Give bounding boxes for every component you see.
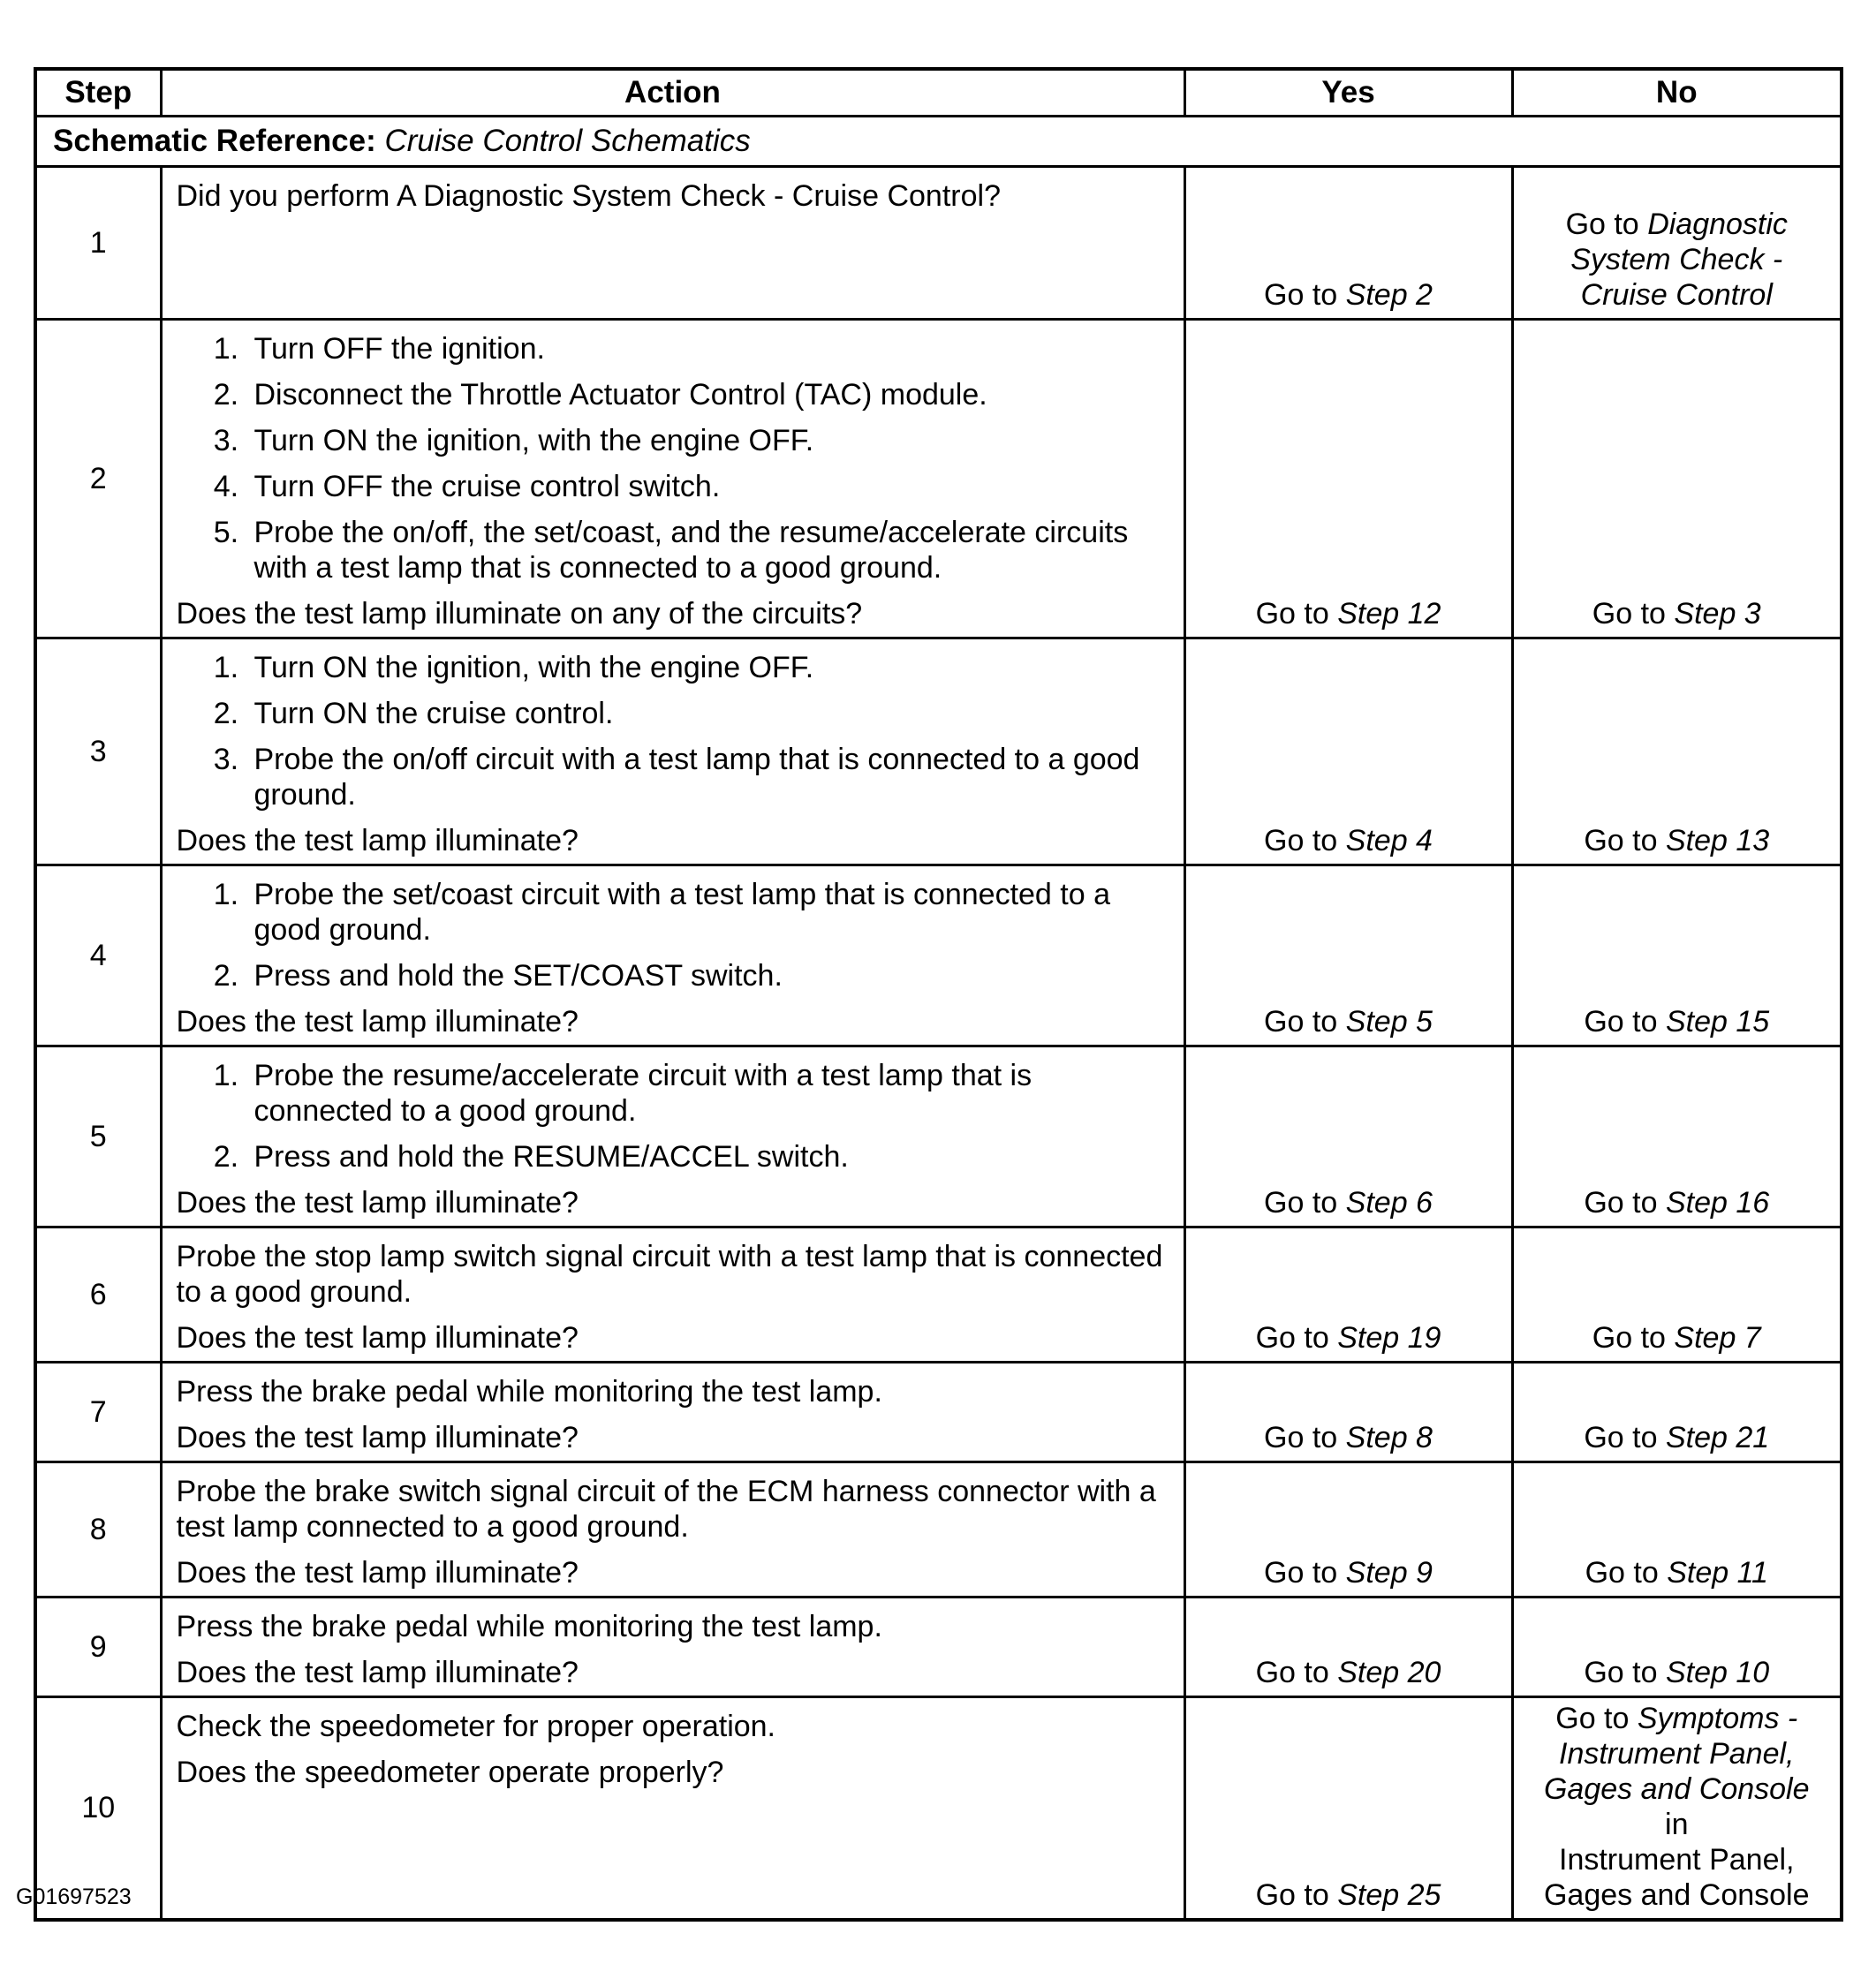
goto-label: Go to [1255,597,1329,631]
action-cell [161,1462,1184,1598]
diagnostic-table [34,67,1843,1922]
list-item: 3. Turn ON the ignition, with the engine OFF. [247,423,1173,458]
yes-cell [1184,865,1512,1046]
question: Does the test lamp illuminate on any of the circuits? [176,597,863,631]
action-text: Press the brake pedal while monitoring the test lamp. [176,1375,882,1409]
goto-label: Go to [1255,1656,1329,1689]
table-row [35,1363,1842,1462]
goto-label: Go to [1584,824,1658,857]
action-text: Did you perform A Diagnostic System Check - Cruise Control? [176,179,1001,213]
goto-label: Go to [1592,1321,1666,1355]
no-cell [1512,1462,1842,1598]
yes-cell [1184,1462,1512,1598]
question: Does the test lamp illuminate? [176,1005,579,1039]
action-cell [161,865,1184,1046]
yes-cell [1184,1227,1512,1363]
no-cell [1512,1598,1842,1697]
header-row [35,69,1842,117]
action-cell [161,1227,1184,1363]
goto-label: Go to [1555,1701,1630,1735]
no-link[interactable]: Step 7 [1674,1321,1761,1355]
goto-label: Go to [1264,1556,1338,1590]
goto-label: Go to [1255,1321,1329,1355]
yes-cell [1184,167,1512,320]
question: Does the test lamp illuminate? [176,1556,579,1590]
action-cell [161,1598,1184,1697]
yes-cell [1184,320,1512,638]
list-item: 1. Turn ON the ignition, with the engine OFF. [247,650,1173,685]
no-cell [1512,320,1842,638]
list-item: 2. Disconnect the Throttle Actuator Control (TAC) module. [247,377,1173,412]
header-step: Step [35,69,161,117]
no-link[interactable]: Step 16 [1665,1186,1770,1220]
no-manual: Instrument Panel, Gages and Console [1543,1842,1810,1912]
list-item: 1. Probe the set/coast circuit with a test lamp that is connected to a good ground. [247,877,1173,948]
table-row [35,1697,1842,1920]
no-cell [1512,1697,1842,1920]
goto-label: Go to [1264,278,1338,312]
schematic-reference-row [35,117,1842,167]
step-number: 1 [35,167,161,320]
action-cell [161,638,1184,865]
action-list [177,877,1173,993]
no-link[interactable]: Step 3 [1674,597,1761,631]
list-item: 1. Turn OFF the ignition. [247,331,1173,366]
list-item: 1. Probe the resume/accelerate circuit with a test lamp that is connected to a good ground. [247,1058,1173,1129]
action-cell [161,1697,1184,1920]
question: Does the speedometer operate properly? [176,1756,724,1789]
no-cell [1512,167,1842,320]
goto-label: Go to [1585,1556,1659,1590]
yes-cell [1184,1697,1512,1920]
no-link[interactable]: Step 11 [1667,1556,1768,1590]
goto-label: Go to [1592,597,1666,631]
action-list [177,650,1173,812]
step-number: 6 [35,1227,161,1363]
figure-id: G01697523 [16,1885,132,1909]
action-text: Check the speedometer for proper operation. [176,1710,776,1743]
no-link[interactable]: Step 21 [1665,1421,1770,1454]
step-number: 8 [35,1462,161,1598]
goto-label: Go to [1264,1421,1338,1454]
yes-link[interactable]: Step 19 [1337,1321,1441,1355]
question: Does the test lamp illuminate? [176,1656,579,1689]
yes-cell [1184,1598,1512,1697]
step-number: 9 [35,1598,161,1697]
action-cell [161,167,1184,320]
list-item: 2. Press and hold the RESUME/ACCEL switch. [247,1139,1173,1175]
yes-link[interactable]: Step 5 [1345,1005,1433,1039]
action-list [177,1058,1173,1175]
action-text: Probe the stop lamp switch signal circuit with a test lamp that is connected to a good ground. [176,1240,1163,1309]
yes-link[interactable]: Step 25 [1337,1877,1441,1912]
yes-cell [1184,638,1512,865]
step-number: 4 [35,865,161,1046]
yes-link[interactable]: Step 6 [1345,1186,1433,1220]
no-cell [1512,1046,1842,1227]
action-cell [161,1046,1184,1227]
goto-label: Go to [1264,1186,1338,1220]
no-link[interactable]: Diagnostic System Check - Cruise Control [1570,208,1788,312]
action-list [177,331,1173,585]
header-yes: Yes [1184,69,1512,117]
goto-label: Go to [1584,1656,1658,1689]
yes-cell [1184,1046,1512,1227]
action-cell [161,320,1184,638]
yes-link[interactable]: Step 8 [1345,1421,1433,1454]
yes-link[interactable]: Step 4 [1345,824,1433,857]
yes-link[interactable]: Step 2 [1345,278,1433,312]
question: Does the test lamp illuminate? [176,1421,579,1454]
table-row [35,167,1842,320]
no-link[interactable]: Step 15 [1665,1005,1770,1039]
no-cell [1512,1227,1842,1363]
yes-cell [1184,1363,1512,1462]
header-action: Action [161,69,1184,117]
action-cell [161,1363,1184,1462]
question: Does the test lamp illuminate? [176,1321,579,1355]
goto-label: Go to [1264,1005,1338,1039]
header-no: No [1512,69,1842,117]
step-number: 7 [35,1363,161,1462]
no-cell [1512,1363,1842,1462]
action-text: Probe the brake switch signal circuit of the ECM harness connector with a test lamp connected to a good ground. [176,1475,1156,1544]
goto-label: Go to [1264,824,1338,857]
no-cell [1512,865,1842,1046]
step-number: 5 [35,1046,161,1227]
goto-label: Go to [1565,208,1639,241]
step-number: 3 [35,638,161,865]
no-link[interactable]: Step 10 [1665,1656,1770,1689]
yes-link[interactable]: Step 12 [1337,597,1441,631]
table-row [35,1046,1842,1227]
table-row [35,1462,1842,1598]
no-link[interactable]: Symptoms - Instrument Panel, Gages and Console [1543,1701,1810,1806]
step-number: 2 [35,320,161,638]
goto-label: Go to [1584,1186,1658,1220]
goto-label: Go to [1584,1421,1658,1454]
list-item: 3. Probe the on/off circuit with a test lamp that is connected to a good ground. [247,742,1173,812]
schematic-label: Schematic Reference: [53,124,376,158]
no-in: in [1665,1807,1689,1841]
table-row [35,320,1842,638]
goto-label: Go to [1255,1877,1329,1912]
list-item: 2. Turn ON the cruise control. [247,696,1173,731]
schematic-reference [35,117,1842,167]
list-item: 2. Press and hold the SET/COAST switch. [247,958,1173,993]
yes-link[interactable]: Step 20 [1337,1656,1441,1689]
table-row [35,638,1842,865]
table-row [35,1227,1842,1363]
table-row [35,865,1842,1046]
list-item: 4. Turn OFF the cruise control switch. [247,469,1173,504]
step-number: 10 [35,1697,161,1920]
schematic-link[interactable]: Cruise Control Schematics [384,124,751,158]
table-row [35,1598,1842,1697]
action-text: Press the brake pedal while monitoring the test lamp. [176,1610,882,1643]
no-cell [1512,638,1842,865]
no-link[interactable]: Step 13 [1665,824,1770,857]
question: Does the test lamp illuminate? [176,1186,579,1220]
list-item: 5. Probe the on/off, the set/coast, and the resume/accelerate circuits with a test lamp that is connected to a good ground. [247,515,1173,585]
yes-link[interactable]: Step 9 [1345,1556,1433,1590]
question: Does the test lamp illuminate? [176,824,579,857]
goto-label: Go to [1584,1005,1658,1039]
